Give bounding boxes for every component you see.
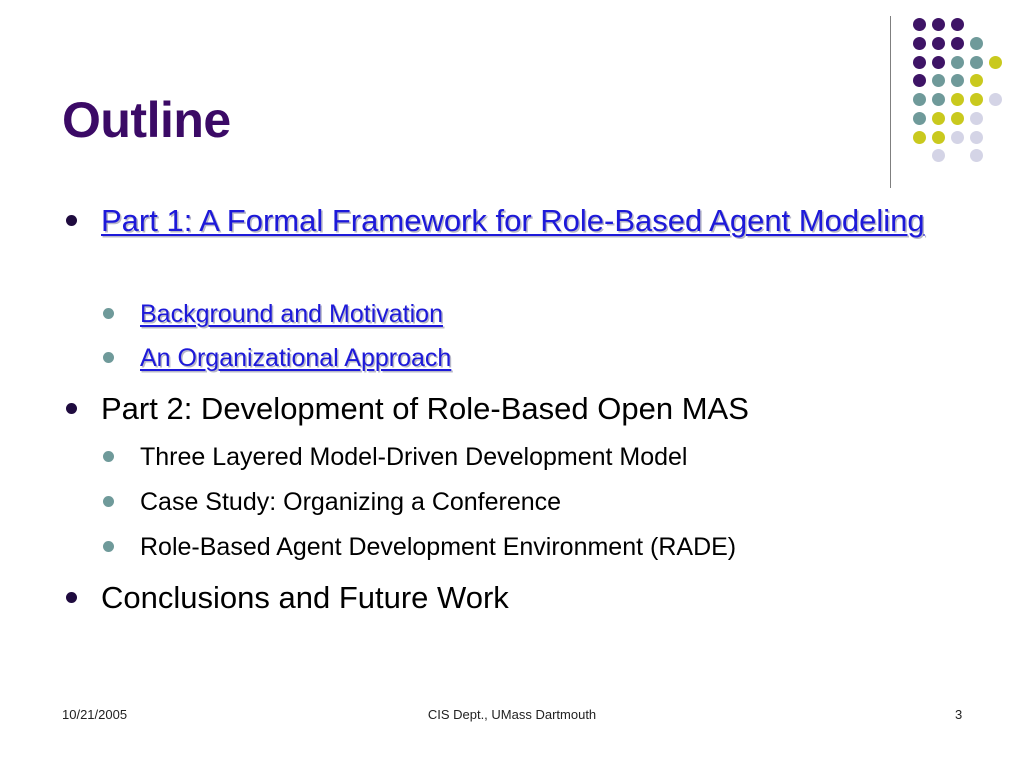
sub-bullet-organizational-approach[interactable] [140, 341, 940, 375]
sub-bullet-marker-icon [103, 352, 114, 363]
sub-bullet-text: Role-Based Agent Development Environment (RADE) [140, 533, 737, 561]
bullet-text[interactable]: Part 1: A Formal Framework for Role-Based Agent Modeling [101, 203, 925, 238]
sub-bullet-text[interactable]: Background and Motivation [140, 300, 443, 328]
sub-bullet-marker-icon [103, 541, 114, 552]
sub-bullet-marker-icon [103, 308, 114, 319]
bullet-item-part1[interactable] [101, 198, 941, 244]
sub-bullet-background-motivation[interactable] [140, 297, 940, 331]
bullet-item-conclusions [101, 575, 941, 621]
footer-date: 10/21/2005 [62, 707, 128, 722]
sub-bullet-text: Case Study: Organizing a Conference [140, 488, 562, 516]
sub-bullet-text[interactable]: An Organizational Approach [140, 344, 452, 372]
sub-bullet-marker-icon [103, 451, 114, 462]
sub-bullet-rade [140, 530, 940, 564]
bullet-text: Conclusions and Future Work [101, 580, 509, 615]
bullet-item-part2 [101, 386, 941, 432]
bullet-marker-icon [66, 403, 77, 414]
footer-page-number: 3 [955, 707, 963, 722]
sub-bullet-three-layered-model [140, 440, 940, 474]
slide-title: Outline [62, 92, 231, 148]
sub-bullet-text: Three Layered Model-Driven Development Model [140, 443, 688, 471]
sub-bullet-marker-icon [103, 496, 114, 507]
bullet-marker-icon [66, 592, 77, 603]
sub-bullet-case-study [140, 485, 940, 519]
bullet-text: Part 2: Development of Role-Based Open MAS [101, 391, 749, 426]
bullet-marker-icon [66, 215, 77, 226]
footer-center-text: CIS Dept., UMass Dartmouth [427, 707, 597, 722]
